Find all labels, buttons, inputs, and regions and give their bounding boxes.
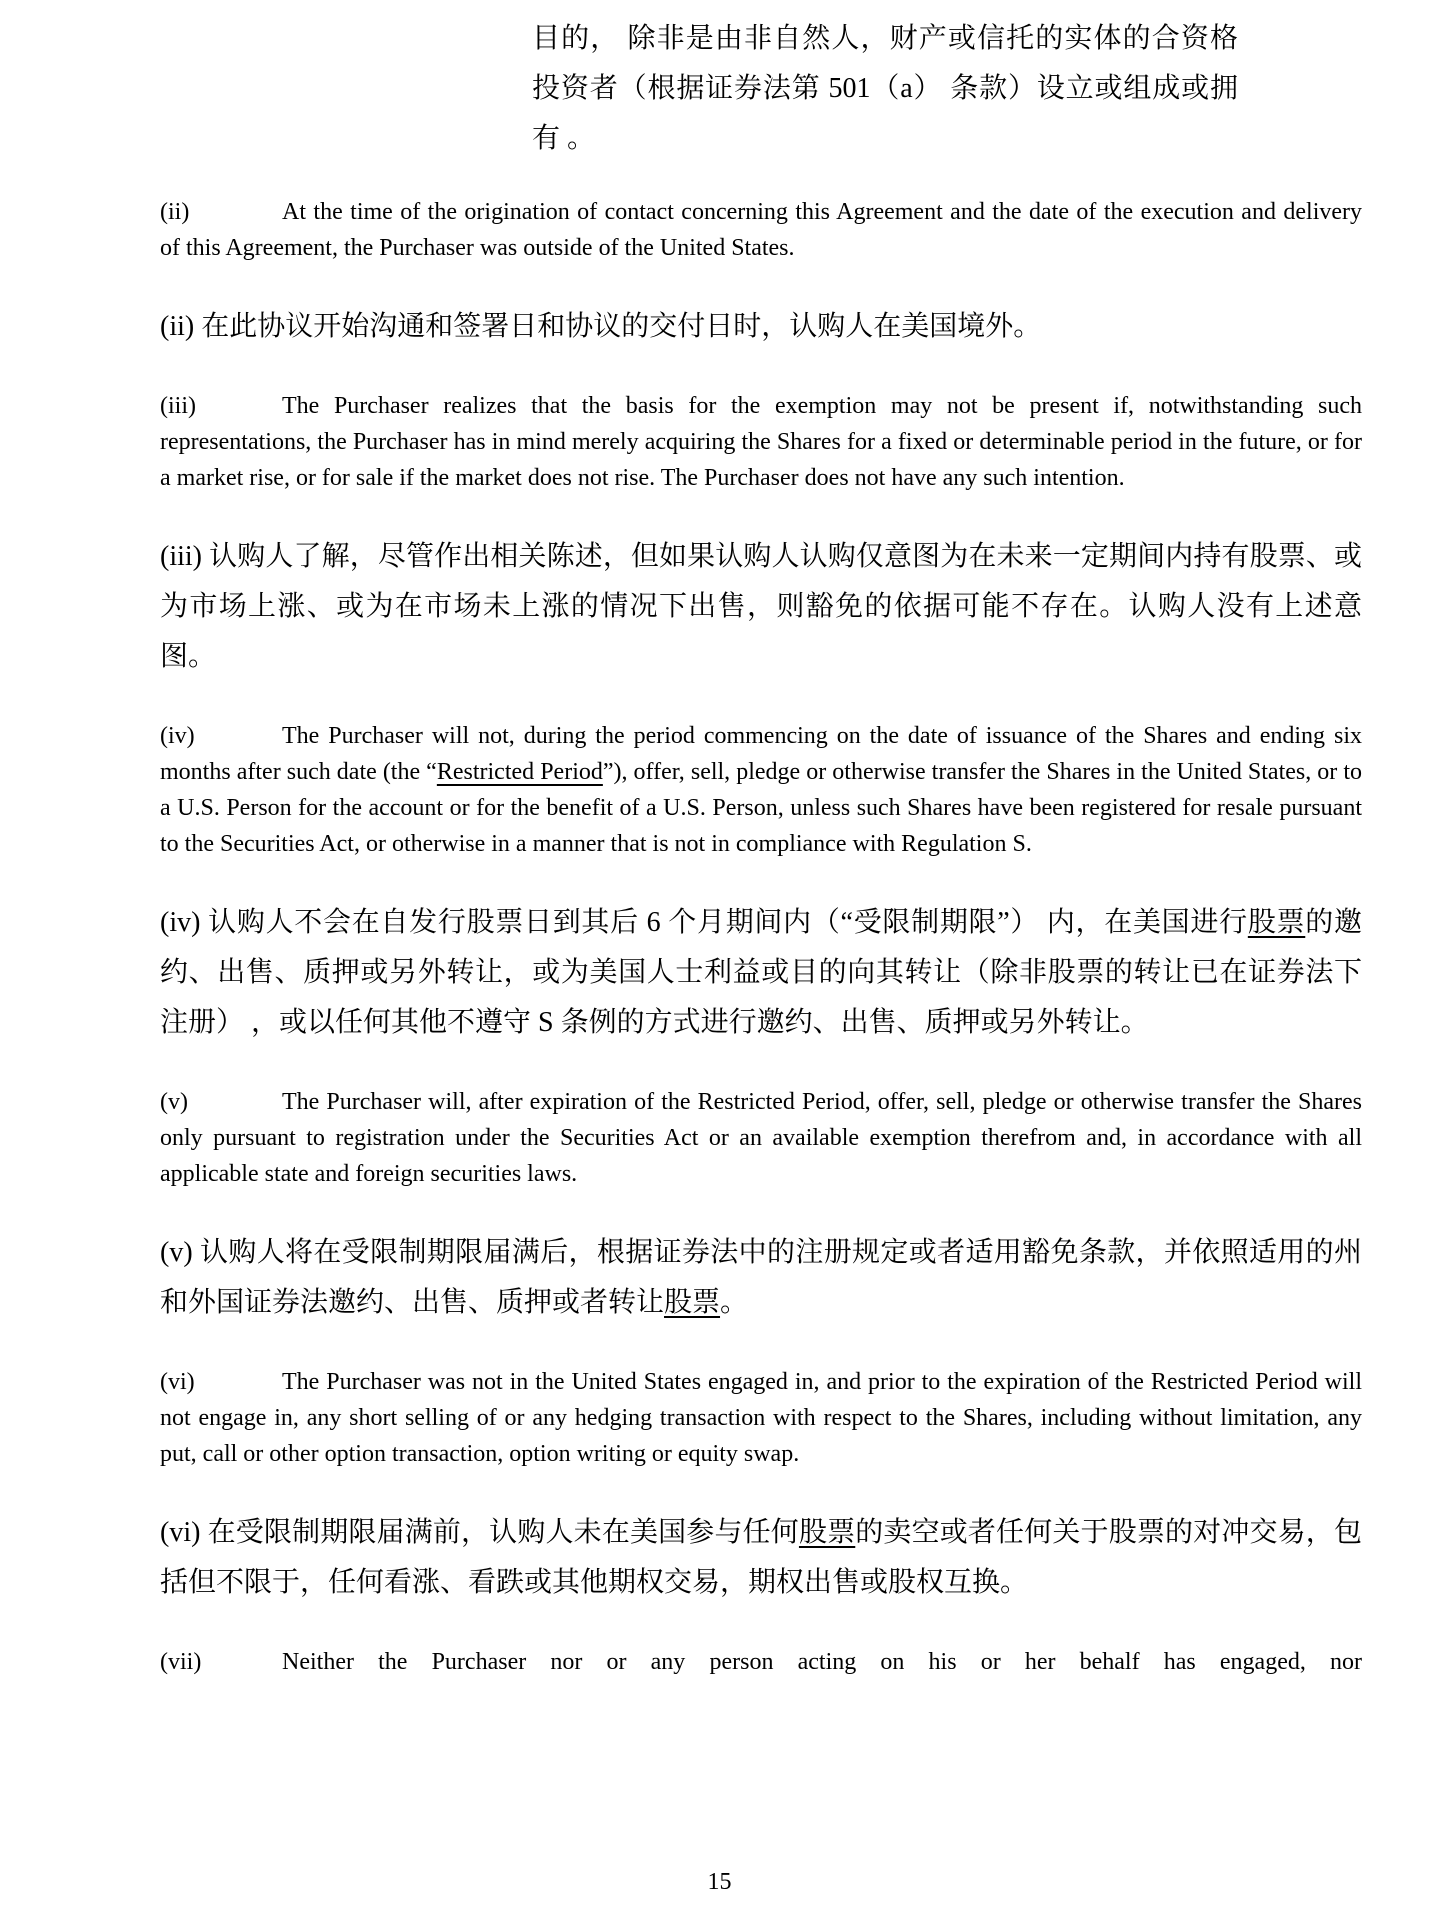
paragraph-vii-en	[160, 1644, 1362, 1680]
text-run: The Purchaser was not in the United States engaged in, and prior to the expiration of the Restricted Period will not engage in, any short selling of or any hedging transaction with respect to the Shares, including without limitation, any put, call or other option transaction, option writing or equity swap.	[160, 1369, 1362, 1467]
item-number: (ii)	[160, 311, 202, 342]
text-run: 的邀约、出售、质押或另外转让，或为美国人士利益或目的向其转让（除非股票的转让已在证券法下注册） ，或以任何其他不遵守 S 条例的方式进行邀约、出售、质押或另外转让。	[160, 907, 1362, 1038]
item-number: (vii)	[160, 1649, 202, 1675]
text-run: ”), offer, sell, pledge or otherwise transfer the Shares in the United States, or to a U.S. Person for the account or for the benefit of a U.S. Person, unless such Shares have been registered for resale pursuant to the Securities Act, or otherwise in a manner that is not in compliance with Regulation S.	[160, 759, 1362, 857]
item-number: (iv)	[160, 907, 209, 938]
paragraph-vi-zh	[160, 1508, 1362, 1608]
paragraph-v-zh	[160, 1228, 1362, 1328]
text-run: 认购人将在受限制期限届满后，根据证券法中的注册规定或者适用豁免条款，并依照适用的州和外国证券法邀约、出售、质押或者转让	[160, 1237, 1362, 1318]
underlined-text: 股票	[1247, 907, 1306, 938]
text-run: Neither the Purchaser nor or any person acting on his or her behalf has engaged, nor	[282, 1649, 1362, 1675]
underlined-text: 股票	[664, 1287, 721, 1318]
paragraph-v-en	[160, 1084, 1362, 1192]
paragraph-iii-zh	[160, 532, 1362, 682]
paragraph-ii-en	[160, 194, 1362, 266]
text-run: The Purchaser will, after expiration of the Restricted Period, offer, sell, pledge or otherwise transfer the Shares only pursuant to registration under the Securities Act or an available exemption therefrom and, in accordance with all applicable state and foreign securities laws.	[160, 1089, 1362, 1187]
item-number: (iii)	[160, 393, 196, 419]
item-number: (vi)	[160, 1369, 195, 1395]
text-run: 在此协议开始沟通和签署日和协议的交付日时，认购人在美国境外。	[201, 311, 1042, 342]
item-number: (ii)	[160, 199, 190, 225]
text-run: 认购人了解，尽管作出相关陈述，但如果认购人认购仅意图为在未来一定期间内持有股票、或为市场上涨、或为在市场未上涨的情况下出售，则豁免的依据可能不存在。认购人没有上述意图。	[160, 541, 1362, 672]
text-run: The Purchaser realizes that the basis for the exemption may not be present if, notwithstanding such representations, the Purchaser has in mind merely acquiring the Shares for a fixed or determinable period in the future, or for a market rise, or for sale if the market does not rise. The Purchaser does not have any such intention.	[160, 393, 1362, 491]
text-run: 的卖空或者任何关于股票的对冲交易，包括但不限于，任何看涨、看跌或其他期权交易，期权出售或股权互换。	[160, 1517, 1362, 1598]
underlined-text: Restricted Period	[436, 759, 603, 785]
text-run: The Purchaser will not, during the period commencing on the date of issuance of the Shares and ending six months after such date (the “	[160, 723, 1362, 785]
text-run: 在受限制期限届满前，认购人未在美国参与任何	[207, 1517, 799, 1548]
item-number: (v)	[160, 1089, 188, 1115]
paragraph-intro-zh-continuation	[532, 14, 1238, 164]
paragraph-ii-zh	[160, 302, 1362, 352]
text-run: 目的， 除非是由非自然人，财产或信托的实体的合资格投资者（根据证券法第 501（a） 条款）设立或组成或拥有 。	[532, 23, 1238, 154]
page-number: 15	[707, 1869, 732, 1895]
text-run: At the time of the origination of contact concerning this Agreement and the date of the execution and delivery of this Agreement, the Purchaser was outside of the United States.	[160, 199, 1362, 261]
paragraph-iv-en	[160, 718, 1362, 862]
paragraph-iv-zh	[160, 898, 1362, 1048]
item-number: (iii)	[160, 541, 210, 572]
item-number: (iv)	[160, 723, 195, 749]
paragraph-iii-en	[160, 388, 1362, 496]
paragraph-vi-en	[160, 1364, 1362, 1472]
underlined-text: 股票	[798, 1517, 856, 1548]
item-number: (vi)	[160, 1517, 208, 1548]
item-number: (v)	[160, 1237, 200, 1268]
document-body	[160, 14, 1362, 1716]
text-run: 认购人不会在自发行股票日到其后 6 个月期间内（“受限制期限”） 内，在美国进行	[208, 907, 1248, 938]
text-run: 。	[720, 1287, 749, 1318]
